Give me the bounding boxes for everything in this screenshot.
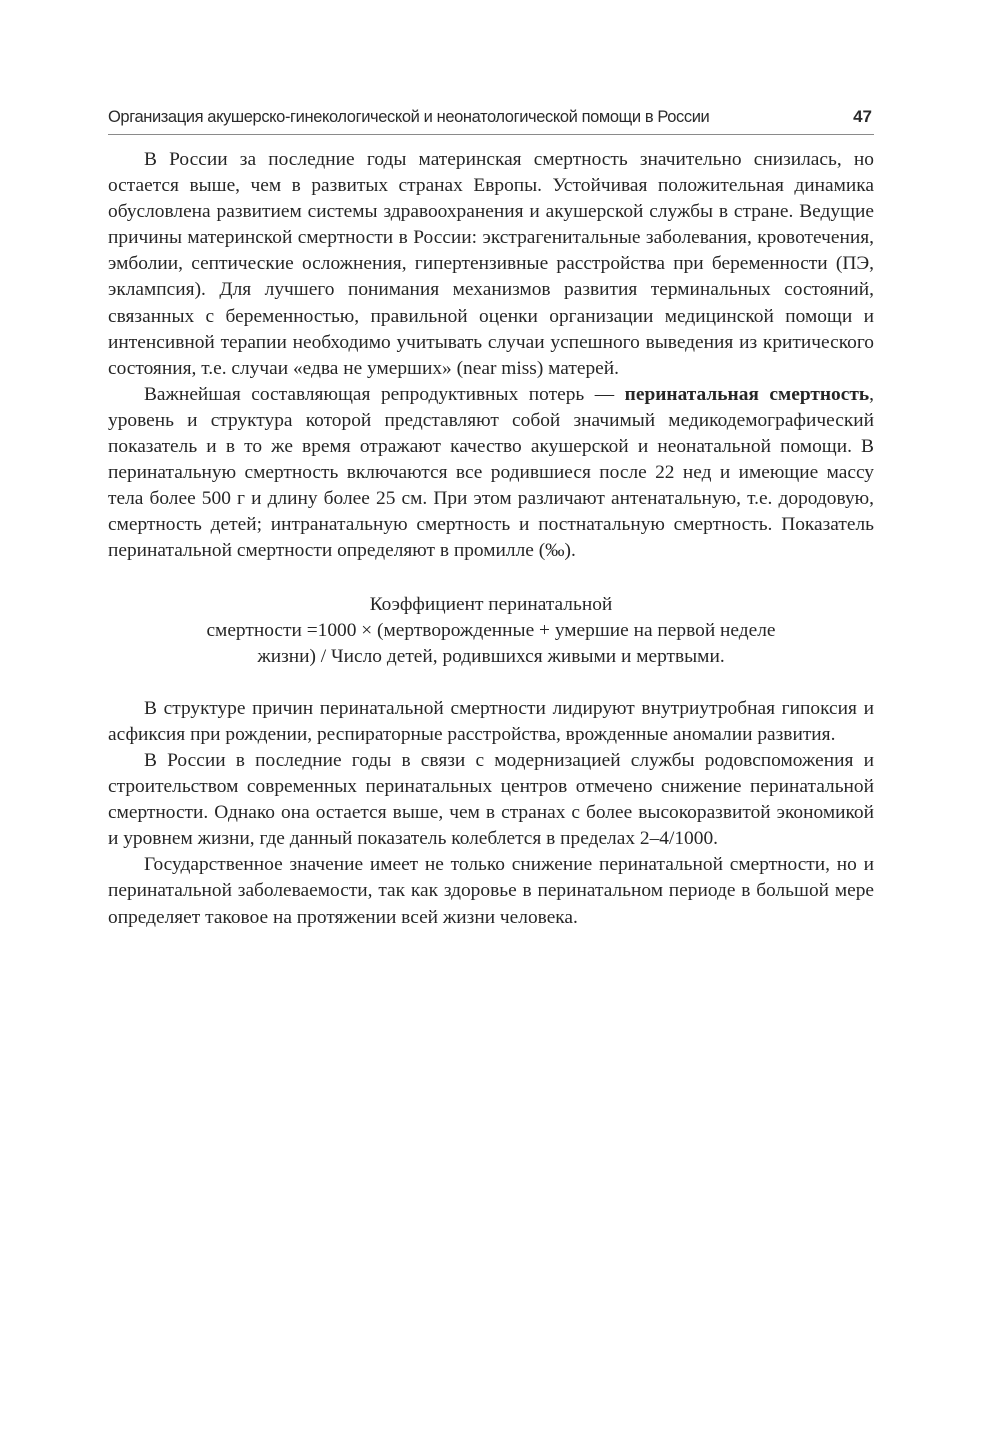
formula-line: смертности =1000 × (мертворожденные + умершие на первой неделе [206, 619, 776, 641]
running-header [108, 102, 874, 135]
page-number: 47 [853, 107, 872, 126]
paragraph-maternal-mortality: В России за последние годы материнская смертность значительно снизилась, но остается выше, чем в развитых странах Европы. Устойчивая положительная динамика обусловлена развитием системы здравоохранения и акушерской службы в стране. Ведущие причины материнской смертности в России: экстрагенитальные заболевания, кровотечения, эмболии, септические осложнения, гипертензивные расстройства при беременности (ПЭ, эклампсия). Для лучшего понимания механизмов развития терминальных состояний, связанных с беременностью, правильной оценки организации медицинской помощи и интенсивной терапии необходимо учитывать случаи успешного выведения из критического состояния, т.е. случаи «едва не умерших» (near miss) матерей. [108, 149, 874, 379]
formula-line: Коэффициент перинатальной [369, 593, 613, 615]
paragraph-modernization: В России в последние годы в связи с модернизацией службы родовспоможения и строительством современных перинатальных центров отмечено снижение перинатальной смертности. Однако она остается выше, чем в странах с более высокоразвитой экономикой и уровнем жизни, где данный показатель колеблется в пределах 2–4/1000. [108, 749, 874, 850]
paragraph-text: Важнейшая составляющая репродуктивных потерь — [144, 383, 625, 405]
running-header-title: Организация акушерско-гинекологической и неонатологической помощи в России [108, 108, 710, 126]
main-text [108, 147, 874, 931]
bold-term: перинатальная смертность [624, 383, 870, 405]
paragraph-text: , уровень и структура которой представляют собой значимый медикодемографический показатель и в то же время отражают качество акушерской и неонатальной помощи. В перинатальную смертность включаются все родившиеся после 22 нед и имеющие массу тела более 500 г и длину более 25 см. При этом различают антенатальную, т.е. дородовую, смертность детей; интранатальную смертность и постнатальную смертность. Показатель перинатальной смертности определяют в промилле (‰). [108, 383, 874, 562]
formula-line: жизни) / Число детей, родившихся живыми и мертвыми. [257, 645, 725, 667]
paragraph-state-importance: Государственное значение имеет не только снижение перинатальной смертности, но и перинатальной заболеваемости, так как здоровье в перинатальном периоде в большой мере определяет таковое на протяжении всей жизни человека. [108, 854, 874, 928]
paragraph-causes: В структуре причин перинатальной смертности лидируют внутриутробная гипоксия и асфиксия при рождении, респираторные расстройства, врожденные аномалии развития. [108, 697, 874, 745]
paragraph-perinatal-mortality [108, 382, 874, 565]
formula-block [108, 592, 874, 670]
